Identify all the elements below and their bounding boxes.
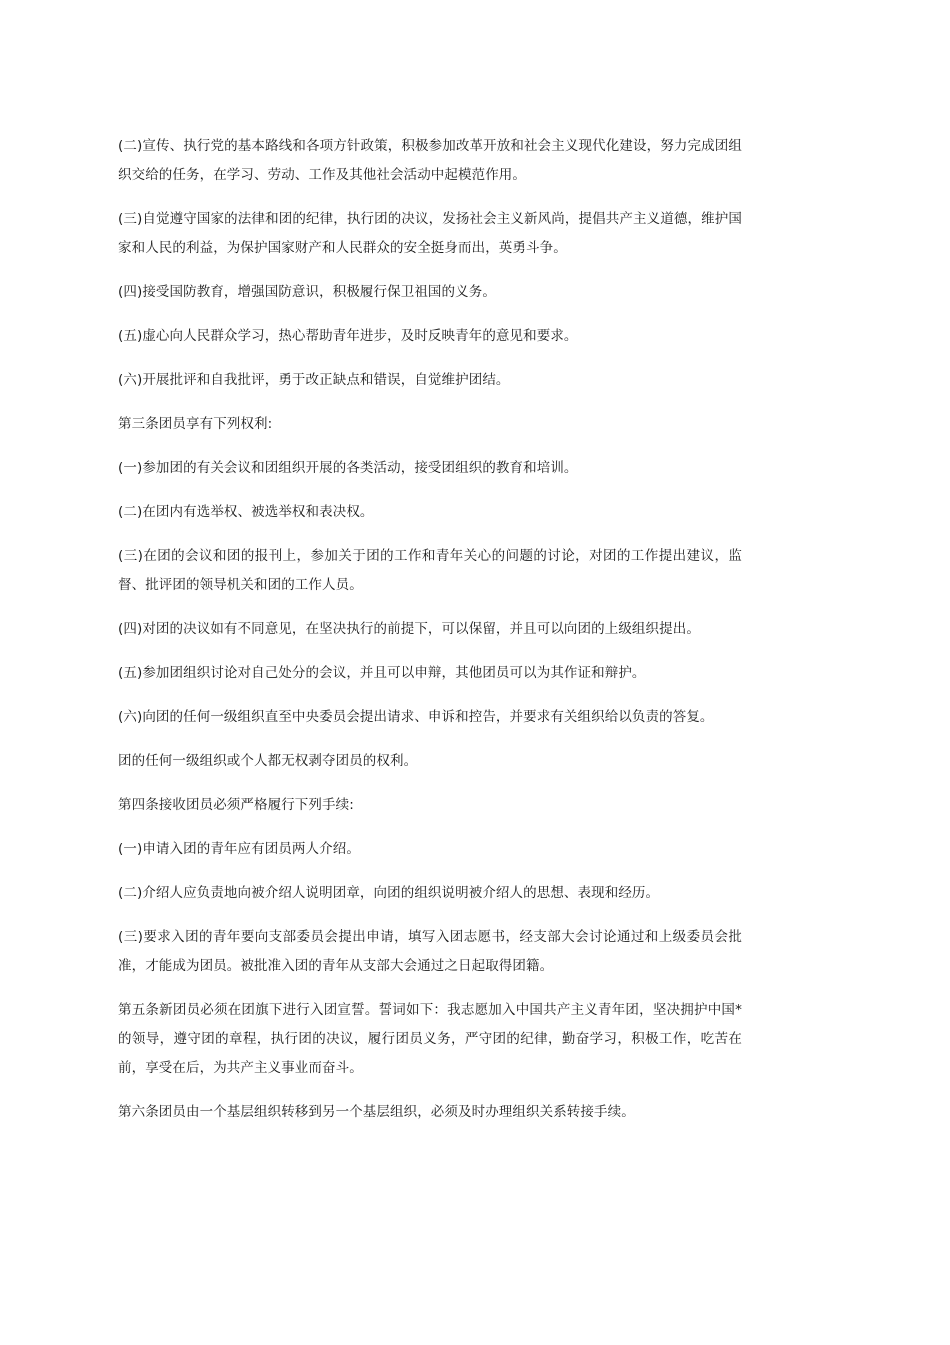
- paragraph-right-4: (四)对团的决议如有不同意见，在坚决执行的前提下，可以保留，并且可以向团的上级组织提出。: [118, 621, 700, 637]
- paragraph-duty-2: (二)宣传、执行党的基本路线和各项方针政策，积极参加改革开放和社会主义现代化建设，努力完成团组织交给的任务，在学习、劳动、工作及其他社会活动中起模范作用。: [118, 138, 742, 183]
- paragraph-procedure-3: (三)要求入团的青年要向支部委员会提出申请，填写入团志愿书，经支部大会讨论通过和上级委员会批准，才能成为团员。被批准入团的青年从支部大会通过之日起取得团籍。: [118, 929, 742, 974]
- document-body: [118, 132, 742, 1142]
- paragraph-right-2: (二)在团内有选举权、被选举权和表决权。: [118, 504, 374, 520]
- paragraph-right-3: (三)在团的会议和团的报刊上，参加关于团的工作和青年关心的问题的讨论，对团的工作提出建议，监督、批评团的领导机关和团的工作人员。: [118, 548, 742, 593]
- paragraph-duty-3: (三)自觉遵守国家的法律和团的纪律，执行团的决议，发扬社会主义新风尚，提倡共产主义道德，维护国家和人民的利益，为保护国家财产和人民群众的安全挺身而出，英勇斗争。: [118, 211, 742, 256]
- paragraph-article-5: 第五条新团员必须在团旗下进行入团宣誓。誓词如下：我志愿加入中国共产主义青年团，坚决拥护中国*的领导，遵守团的章程，执行团的决议，履行团员义务，严守团的纪律，勤奋学习，积极工作，吃苦在前，享受在后，为共产主义事业而奋斗。: [118, 1002, 742, 1076]
- paragraph-procedure-2: (二)介绍人应负责地向被介绍人说明团章，向团的组织说明被介绍人的思想、表现和经历。: [118, 885, 660, 901]
- paragraph-article-4-heading: 第四条接收团员必须严格履行下列手续:: [118, 797, 354, 813]
- paragraph-duty-6: (六)开展批评和自我批评，勇于改正缺点和错误，自觉维护团结。: [118, 372, 510, 388]
- paragraph-article-6: 第六条团员由一个基层组织转移到另一个基层组织，必须及时办理组织关系转接手续。: [118, 1104, 635, 1120]
- paragraph-article-3-heading: 第三条团员享有下列权利:: [118, 416, 273, 432]
- paragraph-rights-note: 团的任何一级组织或个人都无权剥夺团员的权利。: [118, 753, 418, 769]
- paragraph-right-1: (一)参加团的有关会议和团组织开展的各类活动，接受团组织的教育和培训。: [118, 460, 578, 476]
- paragraph-right-5: (五)参加团组织讨论对自己处分的会议，并且可以申辩，其他团员可以为其作证和辩护。: [118, 665, 646, 681]
- paragraph-procedure-1: (一)申请入团的青年应有团员两人介绍。: [118, 841, 360, 857]
- paragraph-duty-4: (四)接受国防教育，增强国防意识，积极履行保卫祖国的义务。: [118, 284, 496, 300]
- paragraph-right-6: (六)向团的任何一级组织直至中央委员会提出请求、申诉和控告，并要求有关组织给以负责的答复。: [118, 709, 714, 725]
- paragraph-duty-5: (五)虚心向人民群众学习，热心帮助青年进步，及时反映青年的意见和要求。: [118, 328, 578, 344]
